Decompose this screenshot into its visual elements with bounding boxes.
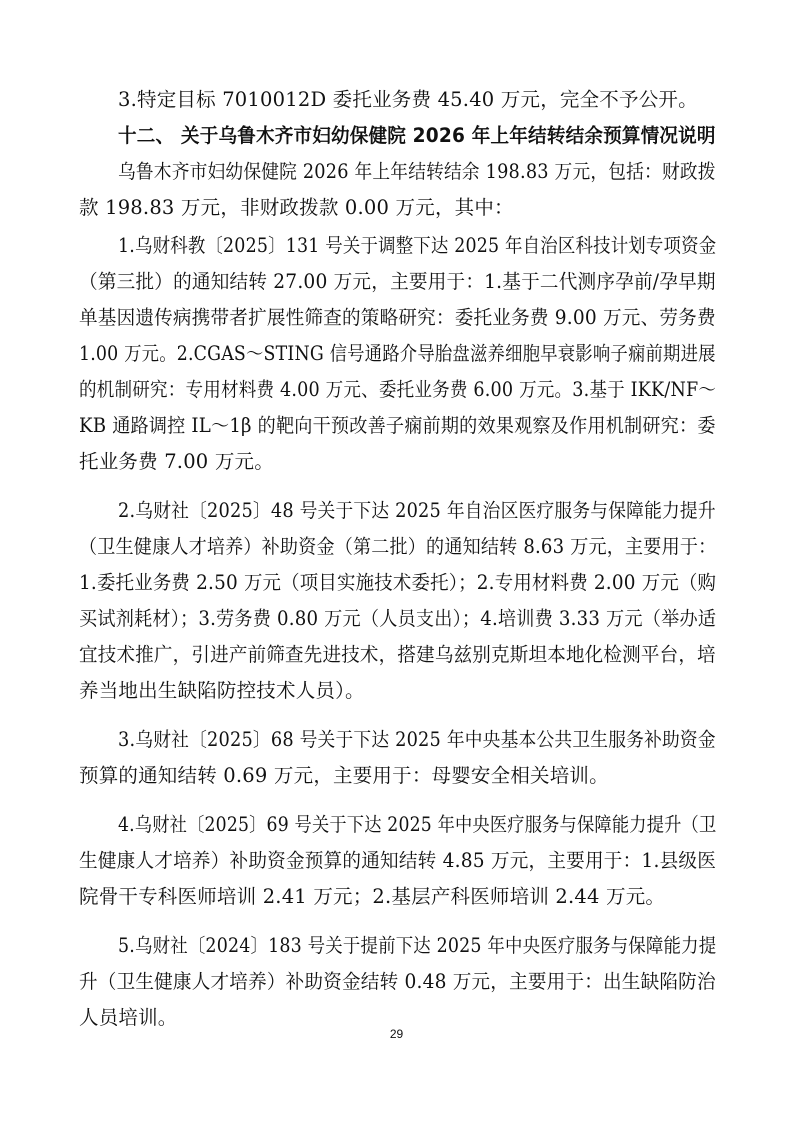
item-2-line: 买试剂耗材）；3.劳务费 0.80 万元（人员支出）；4.培训费 3.33 万元（举办适 bbox=[79, 607, 717, 630]
item-2-line: 宜技术推广，引进产前筛查先进技术，搭建乌兹别克斯坦本地化检测平台，培 bbox=[79, 643, 716, 666]
item-1-line: 单基因遗传病携带者扩展性筛查的策略研究：委托业务费 9.00 万元、劳务费 bbox=[79, 306, 716, 329]
item-5-line: 5.乌财社〔2024〕183 号关于提前下达 2025 年中央医疗服务与保障能力提 bbox=[118, 934, 717, 957]
item-4-line: 4.乌财社〔2025〕69 号关于下达 2025 年中央医疗服务与保障能力提升（卫 bbox=[118, 813, 717, 836]
item-1-line: 托业务费 7.00 万元。 bbox=[79, 450, 274, 473]
item-2-line: （卫生健康人才培养）补助资金（第二批）的通知结转 8.63 万元，主要用于： bbox=[79, 535, 717, 558]
summary-line: 款 198.83 万元，非财政拨款 0.00 万元，其中： bbox=[79, 196, 514, 219]
item-3-line: 预算的通知结转 0.69 万元，主要用于：母婴安全相关培训。 bbox=[79, 764, 609, 787]
item-2-line: 1.委托业务费 2.50 万元（项目实施技术委托）；2.专用材料费 2.00 万元（购 bbox=[79, 571, 717, 594]
item-1-line: KB 通路调控 IL～1β 的靶向干预改善子痫前期的效果观察及作用机制研究：委 bbox=[79, 414, 716, 437]
item-2-line: 2.乌财社〔2025〕48 号关于下达 2025 年自治区医疗服务与保障能力提升 bbox=[118, 499, 716, 522]
item-1-line: 的机制研究：专用材料费 4.00 万元、委托业务费 6.00 万元。3.基于 IKK/NF～ bbox=[79, 378, 717, 401]
item-2-line: 养当地出生缺陷防控技术人员）。 bbox=[79, 679, 365, 702]
summary-line: 乌鲁木齐市妇幼保健院 2026 年上年结转结余 198.83 万元，包括：财政拨 bbox=[118, 160, 716, 183]
item-3-line: 3.乌财社〔2025〕68 号关于下达 2025 年中央基本公共卫生服务补助资金 bbox=[118, 728, 716, 751]
item-1-line: 1.乌财科教〔2025〕131 号关于调整下达 2025 年自治区科技计划专项资金 bbox=[118, 234, 717, 257]
page-number: 29 bbox=[389, 1027, 404, 1041]
item-4-line: 院骨干专科医师培训 2.41 万元；2.基层产科医师培训 2.44 万元。 bbox=[79, 885, 666, 908]
item-4-line: 生健康人才培养）补助资金预算的通知结转 4.85 万元，主要用于：1.县级医 bbox=[79, 849, 717, 872]
item-5-line: 人员培训。 bbox=[79, 1006, 178, 1029]
item-1-line: （第三批）的通知结转 27.00 万元，主要用于：1.基于二代测序孕前/孕早期 bbox=[79, 270, 716, 293]
item-5-line: 升（卫生健康人才培养）补助资金结转 0.48 万元，主要用于：出生缺陷防治 bbox=[79, 970, 716, 993]
intro-item-line: 3.特定目标 7010012D 委托业务费 45.40 万元，完全不予公开。 bbox=[118, 88, 698, 111]
section-heading: 十二、 关于乌鲁木齐市妇幼保健院 2026 年上年结转结余预算情况说明 bbox=[118, 124, 716, 147]
item-1-line: 1.00 万元。2.CGAS～STING 信号通路介导胎盘滋养细胞早衰影响子痫前期进展 bbox=[79, 342, 716, 365]
